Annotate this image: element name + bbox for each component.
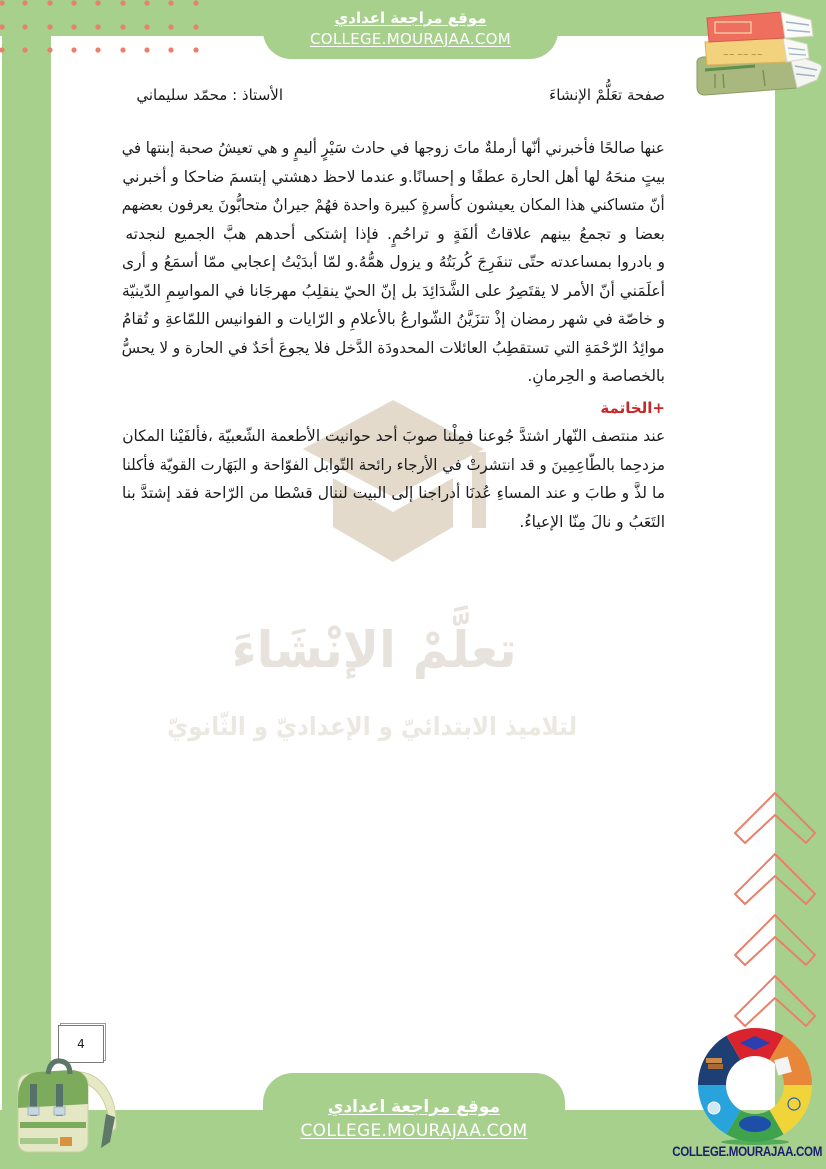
chevron-up-icon	[733, 790, 819, 1030]
top-site-banner	[263, 0, 558, 59]
body-line: و خاصّة في شهر رمضان إذْ تتزَيَّنُ الشّوارعُ بالأعلامِ و الرّايات و الفوانيس اللمّاعةِ و تُقامُ	[122, 310, 665, 328]
body-line: بالخصاصة و الحِرمانِ.	[527, 367, 665, 385]
watermark-title: تعلَّمْ الإنْشَاءَ	[231, 621, 517, 679]
conclusion-line: عند منتصف النّهار اشتدَّ جُوعنا فمِلْنا صوبَ أحد حوانيت الأطعمة الشّعبيّة ،فألفَيْنا المكان	[122, 427, 665, 445]
top-banner-site-name-link[interactable]: موقع مراجعة اعدادي	[334, 9, 487, 27]
page-title: صفحة تعَلُّمْ الإنشاءَ	[549, 86, 665, 104]
body-line: موائِدُ الرّحْمَةِ التي تستقطِبُ العائلات المحدودَة الدَّخل فلا يجوعَ أحَدٌ في الحارة و لا يحسُّ	[122, 338, 665, 357]
bottom-banner-site-url-link[interactable]: COLLEGE.MOURAJAA.COM	[300, 1121, 528, 1141]
dot-grid-icon	[0, 0, 210, 56]
body-line: و بادروا بمساعدته حتّى تنفَرِجَ كُربَتُهُ و يزول همُّهُ.و لمّا أبدَيْتُ إعجابي ممّا أسمَعُ و أرى	[122, 253, 665, 271]
bottom-banner-site-name-link[interactable]: موقع مراجعة اعدادي	[327, 1097, 501, 1117]
teacher-name: الأستاذ : محمّد سليماني	[136, 86, 283, 104]
body-line: أنّ متساكني هذا المكان يعيشون كأسرةٍ كبيرة واحدة فهُمْ جيرانٌ متحابُّونَ يعرفون بعضهم	[122, 196, 665, 214]
watermark-subtitle: لتلاميذ الابتدائيّ و الإعداديّ و الثّانويّ	[166, 712, 577, 741]
body-line: عنها صالحًا فأخبرني أنّها أرملةٌ ماتَ زوجها في حادث سَيْرٍ أليمٍ و هي تعيشُ صحبة إبنتها في	[122, 139, 665, 157]
left-frame-stripe	[2, 0, 51, 1169]
conclusion-line: ما لذَّ و طابَ و عند المساءِ عُدنَا أدراجنا إلى البيت لننال قسْطا من الرّاحة فقد إشتدَّ بنا	[122, 484, 665, 502]
conclusion-line: التَعَبُ و نالَ مِنّا الإعياءُ.	[519, 512, 665, 531]
bottom-site-banner	[263, 1073, 565, 1169]
top-banner-site-url-link[interactable]: COLLEGE.MOURAJAA.COM	[310, 30, 511, 48]
svg-text:~~ ~~ ~~: ~~ ~~ ~~	[723, 51, 763, 59]
body-line: أعلَمَني أنّ الأمر لا يقتَصِرُ على الشَّدَائِدَ بل إنّ الحيّ ينقلِبُ مهرجَانا في المواسِمِ الدّينيّة	[122, 281, 665, 300]
body-line: بيتٍ منحَهُ لها أهل الحارة عطفًا و إحسانًا.و عندما لاحظ دهشتي إبتسمَ ضاحكا و أخبرني	[122, 167, 665, 186]
body-line: بعضا و تجمعُ بينهم علاقاتُ ألفَةٍ و تراحُمٍ. فإذا إشتكى أحدهم هبَّ الجميع لنجدته	[125, 224, 665, 243]
conclusion-heading: +الخاتمة	[600, 399, 665, 417]
logo-ring-icon	[698, 1028, 812, 1146]
page-number: 4	[58, 1025, 104, 1063]
logo-site-url-link[interactable]: COLLEGE.MOURAJAA.COM	[672, 1144, 823, 1159]
books-icon	[693, 8, 825, 100]
backpack-icon	[14, 1058, 118, 1156]
conclusion-line: مزدحِما بالطّاعِمِينَ و قد انتشرتْ في الأرجاء رائحة التّوابل الفوّاحة و البَهَارت القويّة فأكلنا	[122, 455, 665, 474]
